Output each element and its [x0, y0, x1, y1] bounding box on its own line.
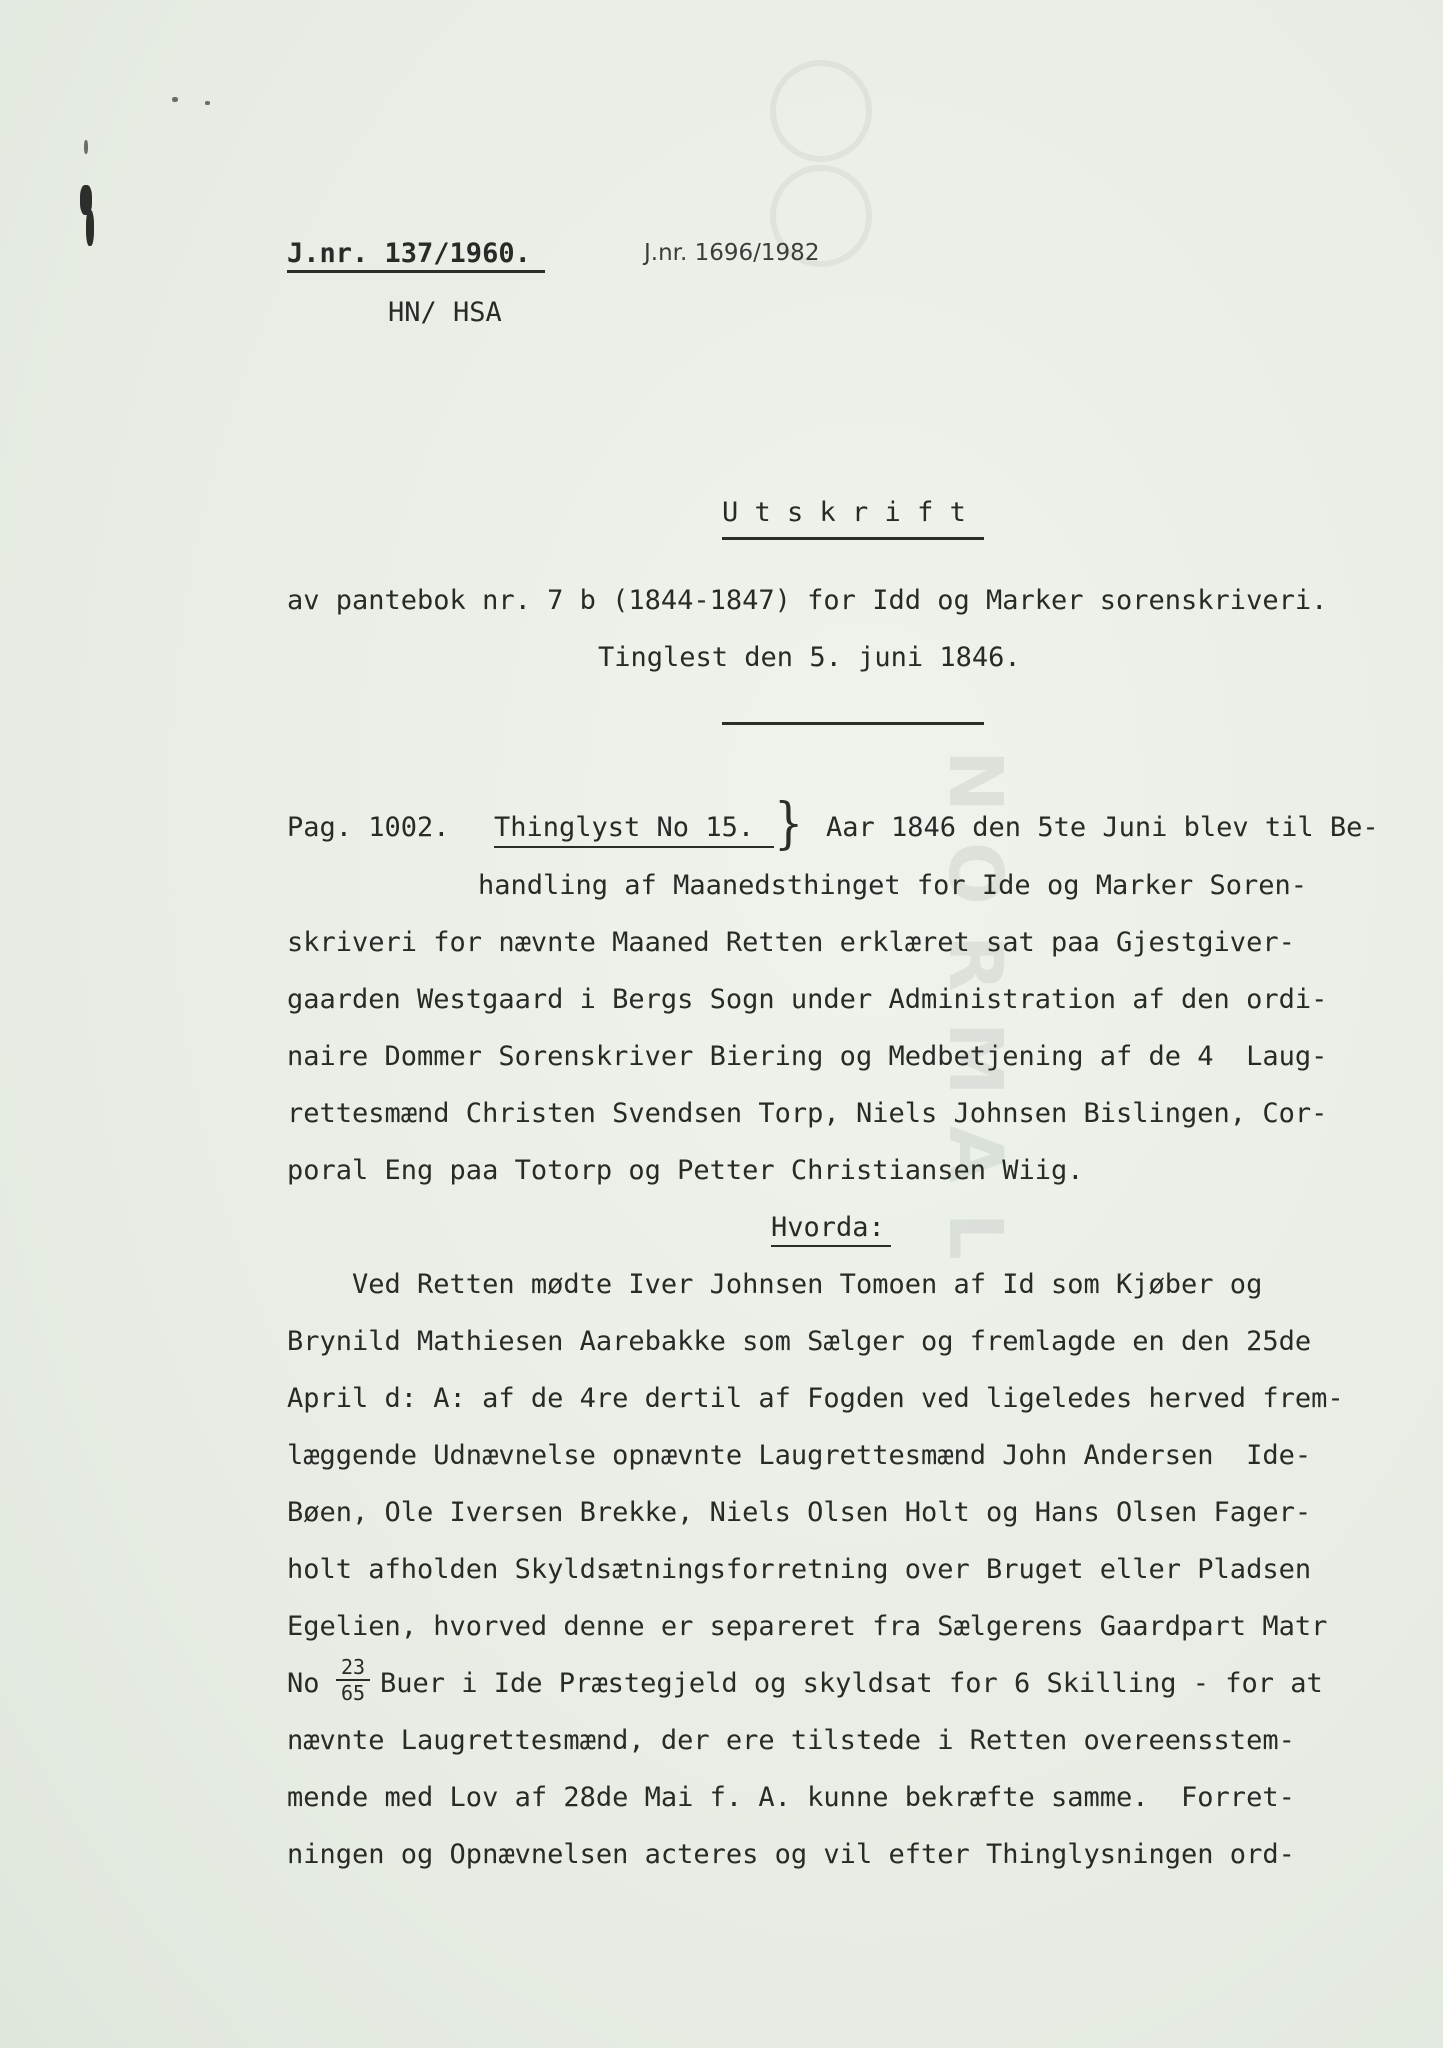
- journal-number-underline: [287, 270, 545, 273]
- entry-line: April d: A: af de 4re dertil af Fogden ved ligeledes herved frem-: [287, 1383, 1344, 1414]
- entry-line: Ved Retten mødte Iver Johnsen Tomoen af Id som Kjøber og: [287, 1269, 1263, 1300]
- entry-line: mende med Lov af 28de Mai f. A. kunne bekræfte samme. Forret-: [287, 1782, 1295, 1813]
- binding-mark: [205, 101, 210, 105]
- entry-line: holt afholden Skyldsætningsforretning over Bruget eller Pladsen: [287, 1554, 1312, 1585]
- section-divider: [722, 722, 984, 725]
- document-subtitle: av pantebok nr. 7 b (1844-1847) for Idd og Marker sorenskriveri.: [287, 585, 1328, 616]
- entry-line: gaarden Westgaard i Bergs Sogn under Administration af den ordi-: [287, 984, 1328, 1015]
- binding-mark: [172, 97, 178, 102]
- entry-line: ningen og Opnævnelsen acteres og vil efter Thinglysningen ord-: [287, 1839, 1295, 1870]
- entry-line: poral Eng paa Totorp og Petter Christiansen Wiig.: [287, 1155, 1084, 1186]
- entry-line: skriveri for nævnte Maaned Retten erklæret sat paa Gjestgiver-: [287, 927, 1295, 958]
- heading-underline: [722, 537, 984, 540]
- entry-line: nævnte Laugrettesmænd, der ere tilstede i Retten overeensstem-: [287, 1725, 1295, 1756]
- matrikkel-fraction: [336, 1657, 370, 1703]
- journal-number-new: J.nr. 1696/1982: [644, 240, 820, 266]
- entry-first-line: Aar 1846 den 5te Juni blev til Be-: [826, 812, 1379, 843]
- hvorda-heading: Hvorda:: [771, 1212, 885, 1243]
- entry-line: læggende Udnævnelse opnævnte Laugrettesmænd John Andersen Ide-: [287, 1440, 1312, 1471]
- entry-line: Egelien, hvorved denne er separeret fra Sælgerens Gaardpart Matr: [287, 1611, 1328, 1642]
- initials: HN/ HSA: [388, 297, 502, 328]
- hvorda-underline: [771, 1245, 891, 1247]
- binding-mark: [86, 210, 94, 246]
- entry-line: Brynild Mathiesen Aarebakke som Sælger og fremlagde en den 25de: [287, 1326, 1312, 1357]
- document-heading: U t s k r i f t: [722, 497, 966, 528]
- brace-mark: }: [774, 790, 804, 856]
- matrikkel-no-label: No: [287, 1668, 320, 1699]
- page-reference: Pag. 1002.: [287, 812, 450, 843]
- fraction-denominator: 65: [340, 1681, 366, 1705]
- binding-mark: [84, 140, 88, 154]
- entry-line: Buer i Ide Præstegjeld og skyldsat for 6 Skilling - for at: [380, 1668, 1323, 1699]
- entry-line: handling af Maanedsthinget for Ide og Marker Soren-: [478, 870, 1308, 901]
- registration-date: Tinglest den 5. juni 1846.: [598, 642, 1021, 673]
- watermark: NORMAL: [932, 750, 1018, 1290]
- entry-line: rettesmænd Christen Svendsen Torp, Niels Johnsen Bislingen, Cor-: [287, 1098, 1328, 1129]
- entry-line: Bøen, Ole Iversen Brekke, Niels Olsen Holt og Hans Olsen Fager-: [287, 1497, 1312, 1528]
- entry-line: naire Dommer Sorenskriver Biering og Medbetjening af de 4 Laug-: [287, 1041, 1328, 1072]
- journal-number-old: J.nr. 137/1960.: [287, 238, 531, 269]
- entry-label: Thinglyst No 15.: [494, 812, 755, 843]
- fraction-numerator: 23: [340, 1655, 366, 1679]
- entry-label-underline: [494, 846, 774, 848]
